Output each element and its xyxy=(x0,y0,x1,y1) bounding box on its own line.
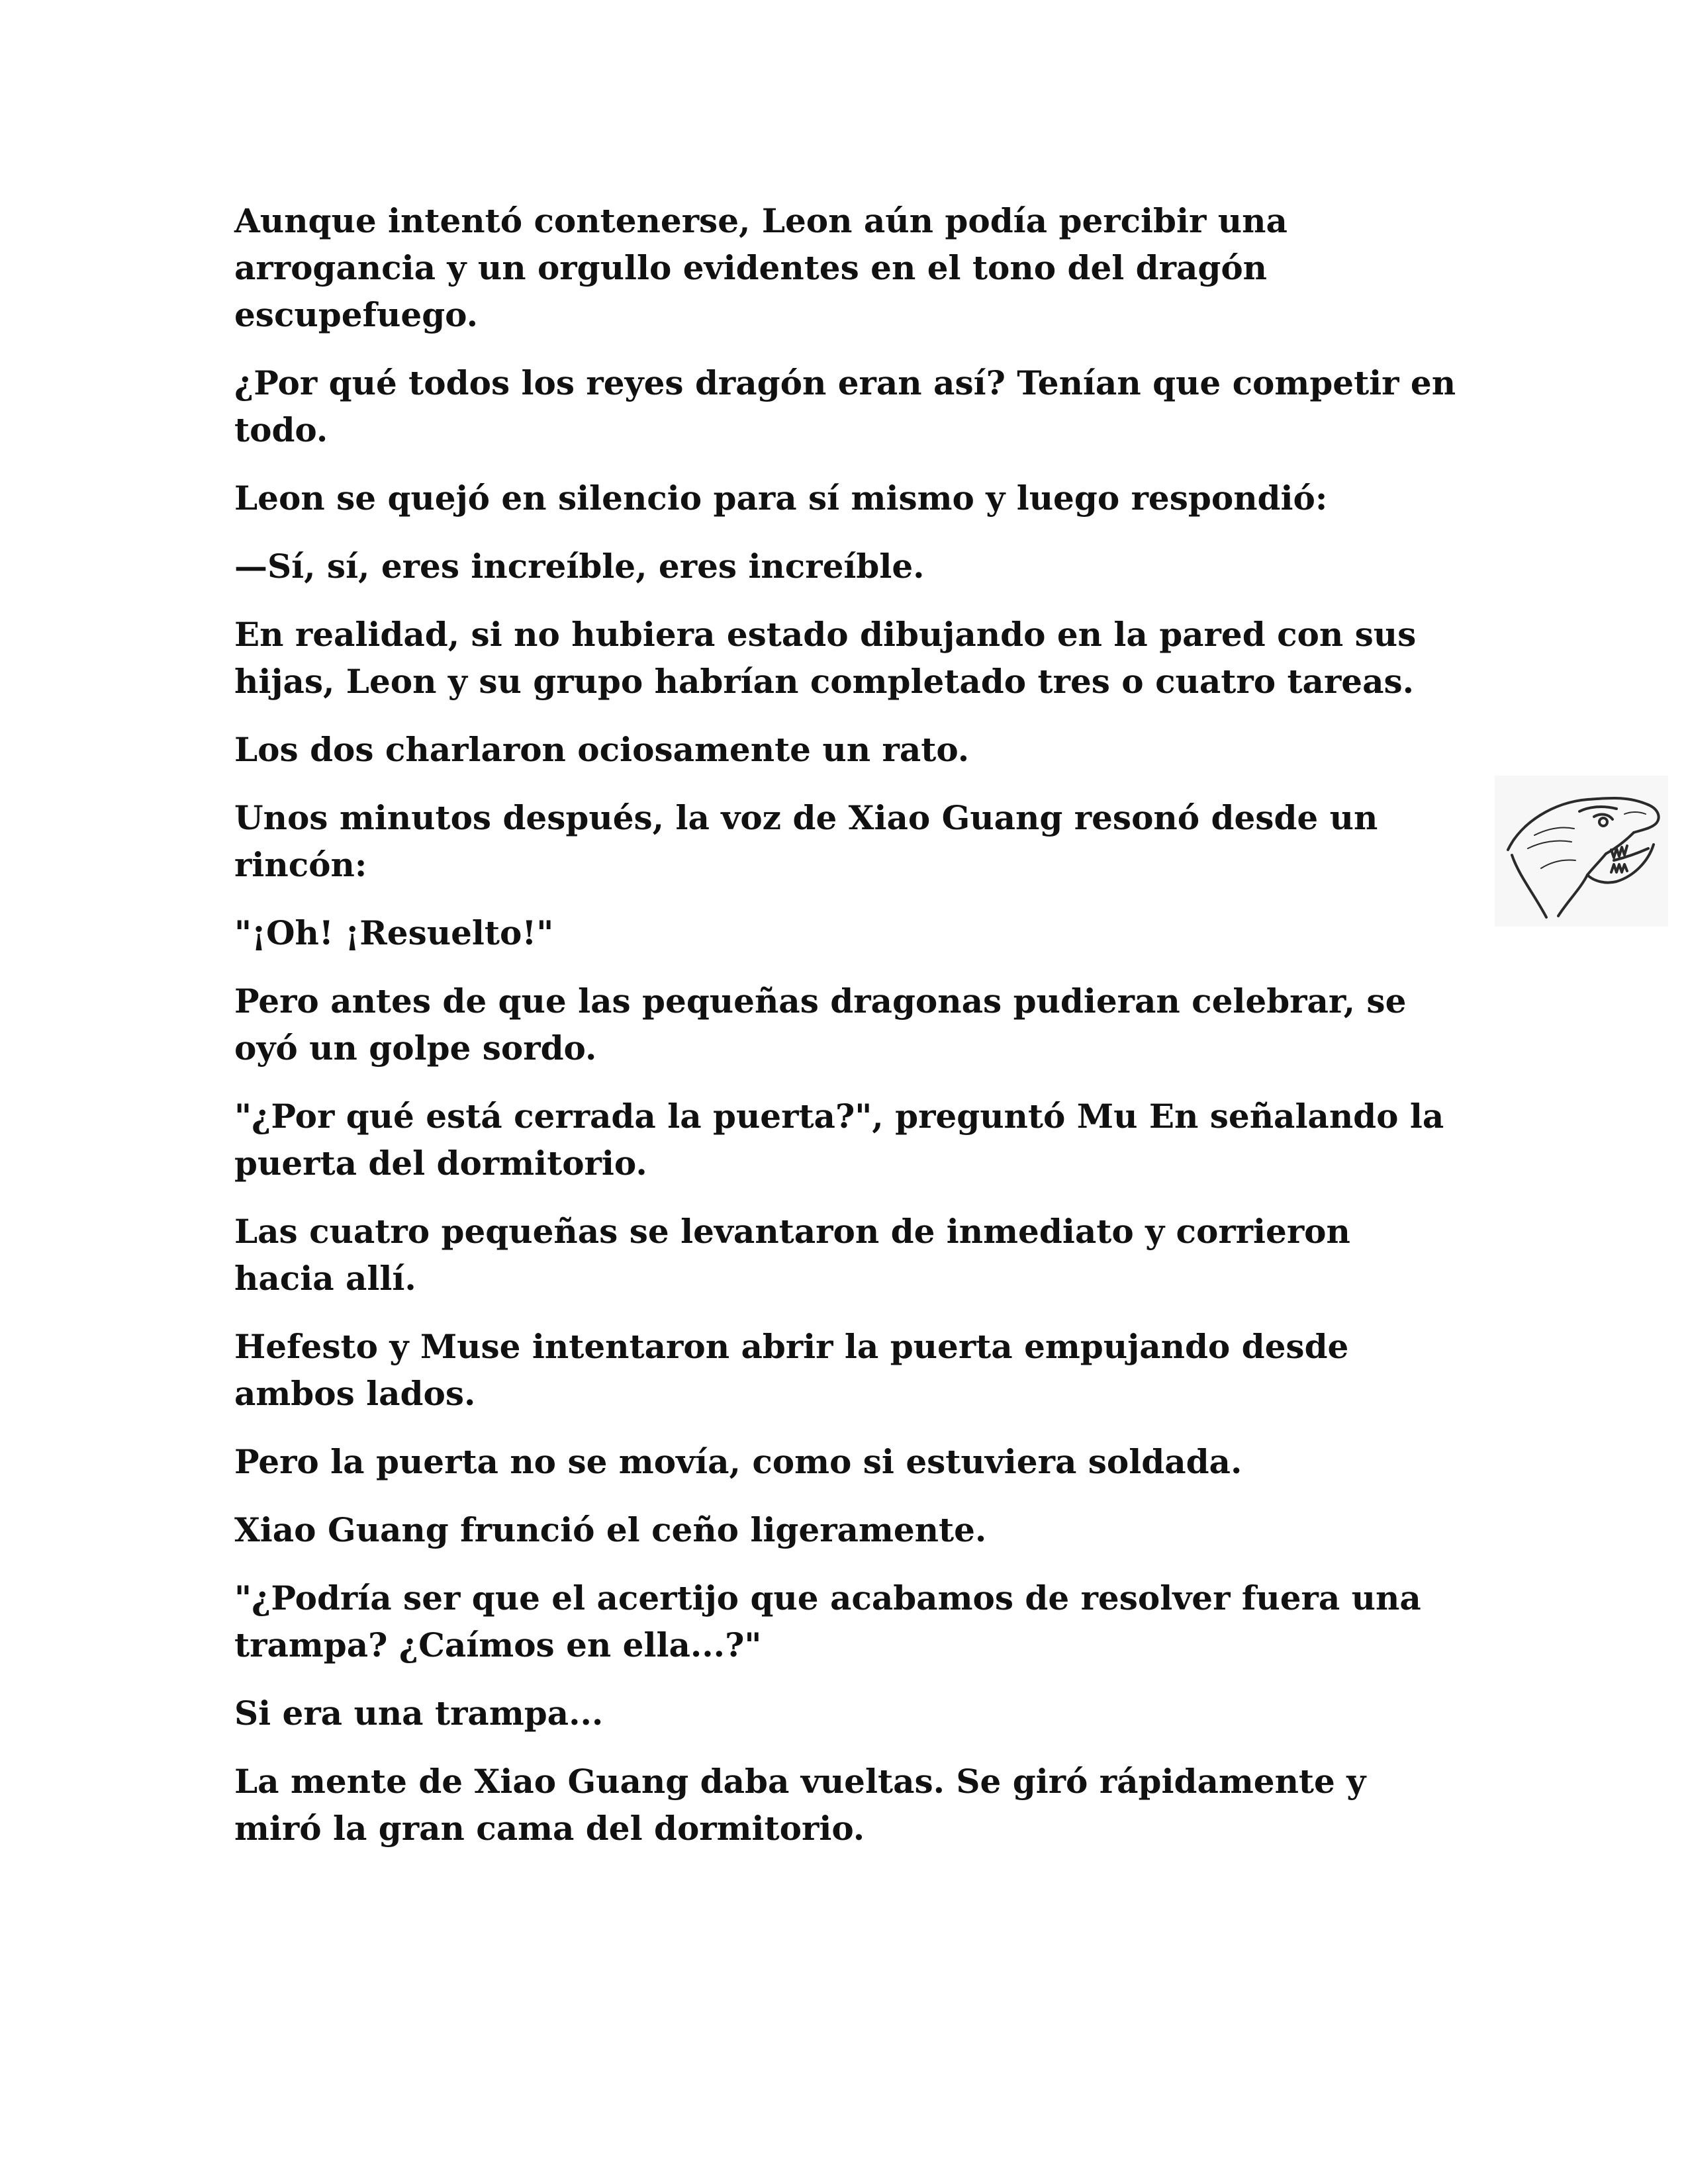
paragraph-5: En realidad, si no hubiera estado dibujando en la pared con sus hijas, Leon y su grupo habrían completado tres o cuatro tareas. xyxy=(234,615,1417,701)
paragraph-17: La mente de Xiao Guang daba vueltas. Se giró rápidamente y miró la gran cama del dormitorio. xyxy=(234,1762,1366,1848)
paragraph-3: Leon se quejó en silencio para sí mismo y luego respondió: xyxy=(234,478,1328,518)
body-text xyxy=(234,197,1459,1873)
dinosaur-head-sketch-icon xyxy=(1495,776,1668,927)
paragraph-11: Las cuatro pequeñas se levantaron de inmediato y corrieron hacia allí. xyxy=(234,1212,1350,1298)
paragraph-9: Pero antes de que las pequeñas dragonas pudieran celebrar, se oyó un golpe sordo. xyxy=(234,981,1407,1068)
paragraph-7: Unos minutos después, la voz de Xiao Guang resonó desde un rincón: xyxy=(234,798,1378,884)
paragraph-6: Los dos charlaron ociosamente un rato. xyxy=(234,730,970,769)
paragraph-10: "¿Por qué está cerrada la puerta?", preguntó Mu En señalando la puerta del dormitorio. xyxy=(234,1097,1444,1183)
paragraph-4: —Sí, sí, eres increíble, eres increíble. xyxy=(234,547,925,586)
paragraph-8: "¡Oh! ¡Resuelto!" xyxy=(234,913,554,952)
paragraph-16: Si era una trampa... xyxy=(234,1694,604,1733)
paragraph-12: Hefesto y Muse intentaron abrir la puerta empujando desde ambos lados. xyxy=(234,1327,1349,1413)
paragraph-14: Xiao Guang frunció el ceño ligeramente. xyxy=(234,1510,987,1549)
paragraph-13: Pero la puerta no se movía, como si estuviera soldada. xyxy=(234,1442,1243,1481)
paragraph-15: "¿Podría ser que el acertijo que acabamos de resolver fuera una trampa? ¿Caímos en ella...?" xyxy=(234,1578,1421,1664)
paragraph-1: Aunque intentó contenerse, Leon aún podía percibir una arrogancia y un orgullo evidentes en el tono del dragón escupefuego. xyxy=(234,201,1288,334)
paragraph-2: ¿Por qué todos los reyes dragón eran así? Tenían que competir en todo. xyxy=(234,363,1456,449)
